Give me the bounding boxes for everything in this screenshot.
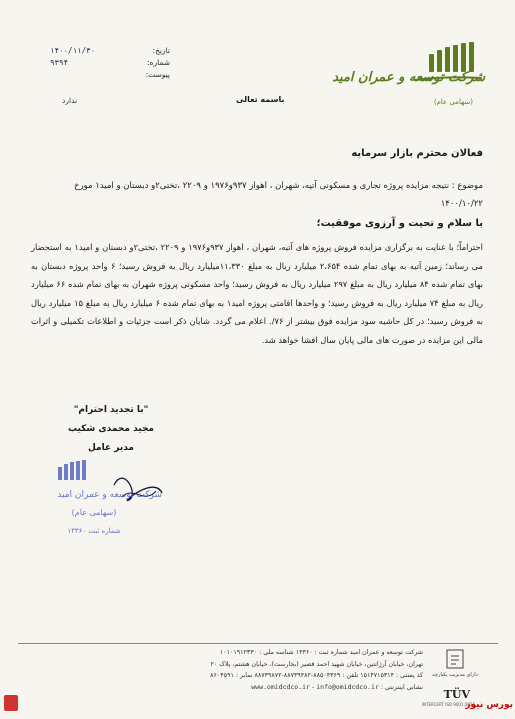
signer-name: مجید محمدی شکیب — [67, 424, 155, 434]
stamp-graphic — [44, 455, 174, 545]
number-value: ۹۳۹۴ — [50, 57, 69, 67]
app-corner-icon — [4, 695, 18, 711]
footer-registration: شرکت توسعه و عمران امید شماره ثبت : ۱۴۳۶۰ شناسه ملی : ۱۰۱۰۱۹۱۲۳۳۰ — [219, 649, 423, 656]
certification-badge — [420, 648, 490, 678]
closing: "با تجدید احترام" — [73, 405, 149, 415]
signature-block — [56, 401, 166, 458]
stamp-type: (سهامی عام) — [71, 508, 117, 517]
tuv-subtitle: INTERCERT ISO 9001:2015 — [421, 702, 475, 707]
stamp-reg-number: شماره ثبت ۱۴۳۶۰ — [67, 527, 121, 535]
greeting: با سلام و تحیت و آرزوی موفقیت؛ — [316, 218, 483, 229]
tuv-logo: TÜV — [443, 688, 470, 701]
watermark: بورس نیوز — [465, 700, 513, 710]
date-value: ۱۴۰۰/۱۱/۳۰ — [50, 45, 96, 55]
signer-title: مدیر عامل — [87, 443, 134, 453]
footer-address: تهران، خیابان آرژانتین، خیابان شهید احمد قصیر (بخارست)، خیابان هشتم، پلاک ۲۰ — [210, 660, 423, 668]
footer-contact: کد پستی : ۱۵۱۴۷۱۵۳۱۴ تلفن : ۸۸۵۰۴۳۶۹-۸۸۷۳۹۴۸۲-۸۸۷۳۹۸۷۲ نمابر : ۸۶۰۴۵۹۱ — [210, 672, 423, 679]
certificate-icon — [445, 648, 465, 670]
subject-line-1: موضوع : نتیجه مزایده پروژه تجاری و مسکونی آتیه، شهران ، اهواز ۹۳۷و۱۹۷۶ و ۲۲۰۹ ،تختی۲و دبستان و امید۱ مورخ — [73, 181, 483, 191]
number-row — [50, 56, 170, 68]
email-link[interactable]: info@omidcdco.ir — [316, 682, 379, 691]
company-logo — [332, 40, 485, 120]
letter-body: احتراماً؛ با عنایت به برگزاری مزایده فروش پروژه های آتیه، شهران ، اهواز ۹۳۷و۱۹۷۶ و ۲۲۰۹ ،تختی۲و دبستان و امید۱ به استحضار می رساند؛ زمین آتیه به بهای تمام شده ۲،۶۵۴ میلیارد ریال به مبلغ ۱۱،۳۳۰میلیارد ریال به فروش رسید؛ ۶ واحد پروژه دبستان به بهای تمام شده ۸۴ میلیارد ریال به مبلغ ۲۹۷ میلیارد ریال به فروش رسید؛ واحد مسکونی پروژه شهران به بهای تمام شده ۶۶ میلیارد ریال به مبلغ ۷۴ میلیارد ریال به فروش رسید؛ و واحدها اقامتی پروژه امید۱ به بهای تمام شده ۶ میلیارد ریال به مبلغ ۱۵ میلیارد ریال به فروش رسید؛ در کل حاشیه سود مزایده فوق بیشتر از ۷۶/. اعلام می گردد. شایان ذکر است جزئیات و اطلاعات تکمیلی و اثرات مالی این مزایده در صورت های مالی پایان سال افشا خواهد شد. — [31, 242, 484, 345]
date-label: تاریخ: — [152, 45, 170, 55]
attachment-value: ندارد — [62, 96, 78, 105]
footer — [113, 647, 423, 693]
footer-divider — [18, 643, 498, 644]
attachment-row — [50, 68, 170, 80]
website-label: نشانی اینترنتی : — [380, 683, 423, 691]
date-row — [50, 44, 170, 56]
footer-web-row: نشانی اینترنتی : www.omidcdco.ir - info@omidcdco.ir — [251, 682, 423, 691]
addressee: فعالان محترم بازار سرمایه — [351, 148, 483, 159]
letter-meta — [50, 44, 170, 80]
subject-line-2: ۱۴۰۰/۱۰/۲۲ — [440, 199, 483, 209]
website-link[interactable]: www.omidcdco.ir — [251, 682, 310, 691]
stamp-company: شرکت توسعه و عمران امید — [57, 490, 162, 500]
basmala: باسمه تعالی — [236, 95, 285, 104]
cert-text: دارای مدیریت یکپارچه — [432, 672, 478, 678]
attachment-label: پیوست: — [145, 69, 170, 79]
logo-company-name: شرکت توسعه و عمران امید — [332, 70, 485, 85]
subject — [31, 177, 483, 213]
logo-subtitle: (سهامی عام) — [433, 98, 473, 106]
number-label: شماره: — [147, 57, 170, 67]
company-stamp — [44, 455, 174, 545]
